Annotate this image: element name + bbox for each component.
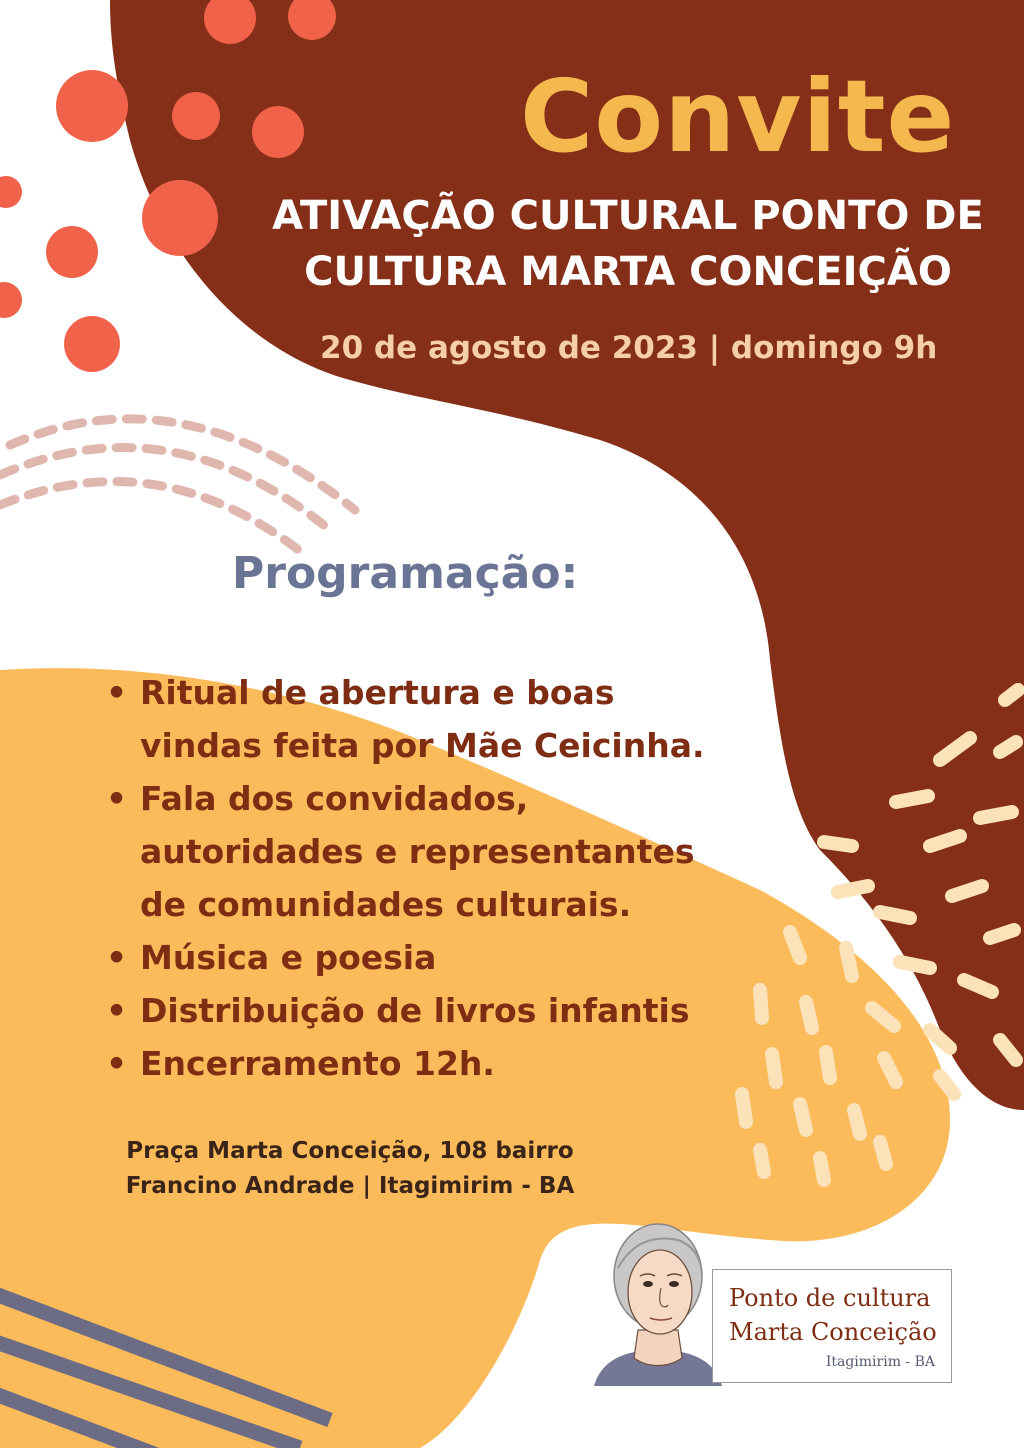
coral-dot (46, 226, 98, 278)
event-address (110, 1134, 590, 1204)
program-item: • Encerramento 12h. (106, 1037, 746, 1090)
program-item: • Distribuição de livros infantis (106, 984, 746, 1037)
coral-dot (142, 180, 218, 256)
coral-dot (252, 106, 304, 158)
portrait-illustration (588, 1218, 728, 1390)
coral-dot (64, 316, 120, 372)
program-item: • Música e poesia (106, 931, 746, 984)
pink-dashed-arcs (0, 419, 355, 555)
program-item: • Ritual de abertura e boas vindas feita por Mãe Ceicinha. (106, 666, 746, 772)
logo-text: Ponto de cultura (729, 1284, 931, 1312)
address-line: Praça Marta Conceição, 108 bairro (126, 1138, 574, 1164)
logo-card (712, 1269, 952, 1383)
logo-text: Marta Conceição (729, 1318, 937, 1346)
event-name: ATIVAÇÃO CULTURAL PONTO DE CULTURA MARTA CONCEIÇÃO (272, 193, 984, 295)
logo-city: Itagimirim - BA (825, 1354, 935, 1370)
program-item: • Fala dos convidados, autoridades e representantes de comunidades culturais. (106, 772, 746, 931)
program-heading: Programação: (232, 548, 579, 599)
coral-dot (0, 282, 22, 318)
program-list (106, 666, 746, 1090)
invitation-title: Convite (520, 58, 956, 175)
coral-dot (56, 70, 128, 142)
event-date: 20 de agosto de 2023 | domingo 9h (320, 330, 938, 366)
address-line: Francino Andrade | Itagimirim - BA (125, 1173, 575, 1199)
coral-dot (0, 176, 22, 208)
coral-dot (172, 92, 220, 140)
